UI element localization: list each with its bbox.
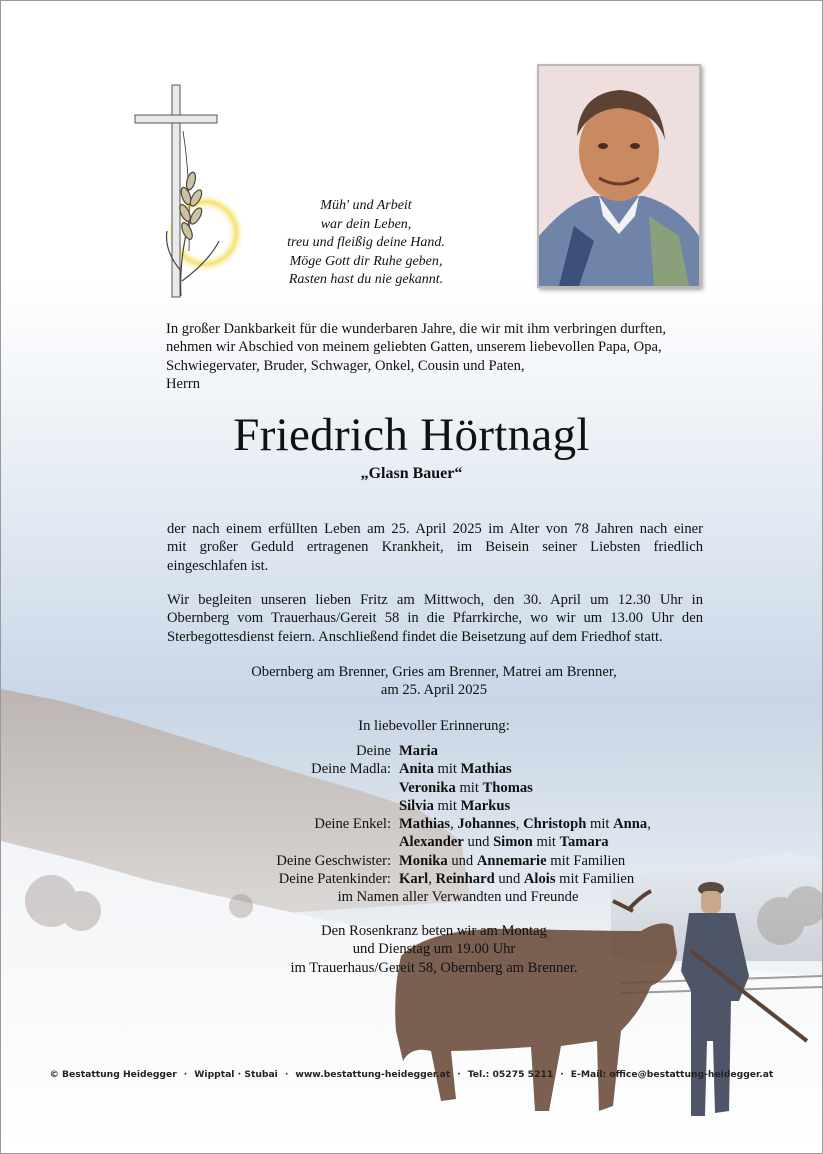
mourner-name: Silvia [399, 797, 434, 814]
footer-phone: Tel.: 05275 5211 [467, 1069, 554, 1080]
poem-line: Müh' und Arbeit [320, 198, 412, 213]
memorial-poem [251, 197, 481, 290]
mourner-row-children [171, 760, 731, 778]
mourner-name: Tamara [559, 834, 609, 851]
mourner-name: Alois [523, 871, 556, 888]
portrait-photo [537, 64, 701, 288]
paragraph-line: der nach einem erfüllten Leben am 25. April 2025 im Alter von 78 Jahren nach einer [167, 521, 703, 537]
poem-line: Möge Gott dir Ruhe geben, [289, 253, 443, 269]
rosary-line: und Dienstag um 19.00 Uhr [352, 941, 516, 958]
rosary-line: im Trauerhaus/Gereit 58, Obernberg am Brenner. [290, 959, 578, 976]
paragraph-line: Obernberg vom Trauerhaus/Gereit 58 in die Pfarrkirche, wo wir um 13.00 Uhr den [167, 610, 703, 627]
mourner-row-relatives [171, 888, 731, 906]
footer-email-link[interactable]: E-Mail: office@bestattung-heidegger.at [570, 1069, 774, 1080]
mourner-row-wife [171, 742, 731, 760]
mourner-name: Annemarie [476, 852, 547, 869]
mourner-label: Deine Patenkinder: [278, 871, 391, 888]
mourner-row-siblings [171, 852, 731, 870]
footer-website-link[interactable]: www.bestattung-heidegger.at [295, 1069, 451, 1080]
intro-paragraph [166, 320, 706, 393]
mourner-name: Veronika [399, 779, 456, 796]
connector-word: mit [437, 761, 457, 778]
deceased-nickname: „Glasn Bauer“ [360, 465, 463, 482]
rosary-line: Den Rosenkranz beten wir am Montag [321, 923, 547, 939]
rosary-notice [1, 922, 823, 977]
mourner-name: Monika [399, 852, 448, 869]
place-line: Obernberg am Brenner, Gries am Brenner, Matrei am Brenner, [251, 664, 617, 680]
deceased-name: Friedrich Hörtnagl [233, 409, 590, 461]
mourner-label: Deine Madla: [311, 761, 391, 778]
mourner-suffix: mit Familien [550, 852, 626, 869]
connector-word: und [498, 871, 521, 888]
footer-separator: · [284, 1069, 289, 1080]
mourner-label: Deine Geschwister: [276, 852, 391, 869]
paragraph-line: Sterbegottesdienst feiern. Anschließend findet die Beisetzung auf dem Friedhof statt. [167, 628, 663, 645]
mourner-name: Anna [613, 816, 648, 833]
mourner-row-grandchildren-cont [171, 833, 731, 851]
mourner-name: Maria [399, 743, 438, 759]
mourner-suffix: mit Familien [559, 871, 635, 888]
footer-region: Wipptal · Stubai [194, 1069, 278, 1080]
date-line: am 25. April 2025 [380, 682, 488, 699]
mourners-list [171, 742, 731, 907]
mourner-name: Reinhard [435, 871, 495, 888]
funeral-paragraph [167, 591, 703, 646]
mourner-name: Simon [493, 834, 533, 851]
mourner-name: Johannes [457, 816, 516, 833]
intro-line: Schwiegervater, Bruder, Schwager, Onkel, Cousin und Paten, [166, 357, 525, 374]
mourner-name: Karl [399, 871, 429, 888]
footer-separator: · [560, 1069, 564, 1080]
connector-word: und [451, 852, 474, 869]
mourner-row-children-cont [171, 779, 731, 797]
place-and-date [1, 663, 823, 700]
memory-heading: In liebevoller Erinnerung: [358, 718, 510, 734]
mourner-label: Deine Enkel: [314, 816, 391, 833]
mourner-name: Mathias [399, 816, 451, 833]
mourner-label: Deine [356, 743, 391, 759]
footer-separator: · [183, 1069, 188, 1080]
paragraph-line: mit großer Geduld ertragenen Krankheit, im Beisein seiner Liebsten friedlich [167, 539, 703, 556]
mourner-name: Anita [399, 761, 434, 778]
connector-word: mit [536, 834, 556, 851]
mourner-name: Christoph [523, 816, 587, 833]
death-notice-paragraph [167, 520, 703, 575]
poem-line: war dein Leben, [320, 216, 412, 232]
mourner-row-grandchildren: Deine Enkel: Mathias, Johannes, Christoph mit Anna, [171, 815, 731, 833]
mourner-row-children-cont [171, 797, 731, 815]
paragraph-line: eingeschlafen ist. [167, 557, 269, 574]
connector-word: mit [459, 779, 479, 796]
mourner-name: Alexander [399, 834, 464, 851]
connector-word: und [467, 834, 490, 851]
intro-line: Herrn [166, 375, 201, 392]
mourner-name: Mathias [460, 761, 512, 778]
paragraph-line: Wir begleiten unseren lieben Fritz am Mittwoch, den 30. April um 12.30 Uhr in [167, 592, 703, 608]
cross-with-wheat-icon [119, 71, 249, 311]
connector-word: mit [437, 797, 457, 814]
footer-company: © Bestattung Heidegger [49, 1069, 177, 1080]
intro-line: In großer Dankbarkeit für die wunderbaren Jahre, die wir mit ihm verbringen durften, [166, 321, 667, 337]
poem-line: treu und fleißig deine Hand. [287, 235, 445, 250]
mourner-name: Thomas [482, 779, 533, 796]
poem-line: Rasten hast du nie gekannt. [288, 272, 444, 287]
intro-line: nehmen wir Abschied von meinem geliebten Gatten, unserem liebevollen Papa, Opa, [166, 339, 662, 356]
footer-contact [1, 1069, 822, 1080]
connector-word: mit [590, 816, 610, 833]
relatives-line: im Namen aller Verwandten und Freunde [337, 889, 579, 906]
mourner-row-godchildren: Deine Patenkinder: Karl, Reinhard und Alois mit Familien [171, 870, 731, 888]
footer-separator: · [457, 1069, 461, 1080]
mourner-name: Markus [460, 797, 511, 814]
